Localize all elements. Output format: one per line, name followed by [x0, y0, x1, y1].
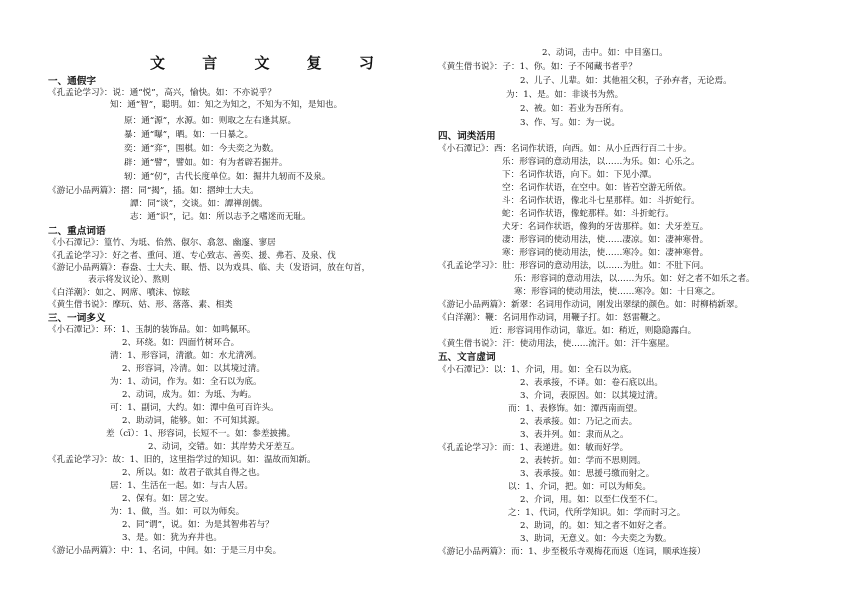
text-line: 《黄生借书说》：摩玩、姑、形、落落、素、相类 [48, 300, 233, 310]
text-line: 2、环绕。如：四面竹树环合。 [122, 338, 240, 348]
text-line: 《小石潭记》：环：1、玉制的装饰品。如：如鸣佩环。 [48, 325, 256, 335]
text-line: 以：1、介词，把。如：可以为师矣。 [508, 482, 651, 492]
text-line: 2、儿子、儿辈。如：其他祖父积，子孙弃者，无论焉。 [520, 76, 732, 86]
text-line: 近：形容词用作动词，靠近。如：稍近，则隐隐露白。 [490, 326, 697, 336]
text-line: 居：1、生活在一起。如：与古人居。 [110, 481, 253, 491]
text-line: 2、动词，击中。如：中目塞口。 [542, 48, 668, 58]
text-line: 《孔孟论学习》：好之者、重问、道、专心致志、善奕、援、弗若、及泉、伐 [48, 251, 336, 261]
text-line: 3、作、写。如：为一说。 [520, 118, 620, 128]
text-line: 寒：形容词的使动用法，使……寒冷。如：十日寒之。 [514, 287, 721, 297]
text-line: 2、同“谓”，说。如：为是其智弗若与？ [122, 520, 274, 530]
text-line: 《游记小品两篇》：新翠：名词用作动词，刚发出翠绿的颜色。如：时柳梢新翠。 [438, 300, 744, 310]
text-line: 《孔孟论学习》：肚：形容词的意动用法，以……为肚。如：不肚下问。 [438, 261, 709, 271]
text-line: 《黄生借书说》：子：1、你。如：子不闻藏书者乎？ [438, 62, 637, 72]
text-line: 而：1、表修饰。如：潭西南而望。 [508, 404, 643, 414]
text-line: 蛇：名词作状语，像蛇那样。如：斗折蛇行。 [502, 209, 674, 219]
text-line: 《白洋潮》：鞭：名词用作动词，用鞭子打。如：怒雷鞭之。 [438, 313, 666, 323]
text-line: 为：1、是。如：非谈书为然。 [506, 90, 624, 100]
text-line: 《小石潭记》：以：1、介词，用。如：全石以为底。 [438, 365, 637, 375]
text-line: 2、介词，用。如：以至仁伐至不仁。 [520, 495, 663, 505]
text-line: 乐：形容词的意动用法，以……为乐。如：好之者不如乐之者。 [514, 274, 755, 284]
text-line: 《孔孟论学习》：说：通“悦”，高兴，愉快。如：不亦说乎？ [48, 88, 276, 98]
text-line: 《小石潭记》：篁竹、为坻、佁然、俶尔、翕忽、幽邃、寥居 [48, 238, 276, 248]
text-line: 乐：形容词的意动用法，以……为乐。如：心乐之。 [502, 157, 700, 167]
text-line: 2、被。如：若业为吾所有。 [520, 104, 629, 114]
text-line: 《白洋潮》：如之、网席、噴沫、惊眩 [48, 288, 190, 298]
section-heading: 一、通假字 [48, 76, 96, 87]
text-line: 《游记小品两篇》：而：1、步至极乐寺观梅花而返（连词，顺承连接） [438, 547, 706, 557]
text-line: 2、助动词，能够。如：不可知其源。 [122, 416, 265, 426]
text-line: 奕：通“弈”，围棋。如：今夫奕之为数。 [124, 144, 279, 154]
text-line: 为：1、动词，作为。如：全石以为底。 [110, 377, 262, 387]
text-line: 2、表承接，不译。如：卷石底以出。 [520, 378, 663, 388]
text-line: 2、动词，成为。如：为坻、为屿。 [122, 390, 257, 400]
text-line: 为：1、做，当。如：可以为师矣。 [110, 507, 245, 517]
text-line: 譚：同“谈”，交谈。如：譚禅剖儒。 [130, 199, 268, 209]
text-line: 《小石潭记》：西：名词作状语，向西。如：从小丘西行百二十步。 [438, 144, 692, 154]
section-heading: 四、词类活用 [438, 131, 496, 142]
text-line: 2、表转折。如：学而不思则罔。 [520, 456, 646, 466]
text-line: 知：通“智”，聪明。如：知之为知之，不知为不知，是知也。 [110, 100, 343, 110]
text-line: 3、表并列。如：隶而从之。 [520, 430, 629, 440]
text-line: 轫：通“仞”，古代长度单位。如：掘井九轫而不及泉。 [124, 172, 331, 182]
text-line: 3、是。如：犹为弃井也。 [122, 533, 222, 543]
text-line: 清：1、形容词，清澈。如：水尤清冽。 [110, 351, 262, 361]
text-line: 空：名词作状语，在空中。如：皆若空游无所依。 [502, 183, 692, 193]
text-line: 斗：名词作状语，像北斗七星那样。如：斗折蛇行。 [502, 196, 700, 206]
text-line: 《孔孟论学习》：故：1、旧的，这里指学过的知识。如：温故而知新。 [48, 455, 316, 465]
text-line: 3、介词，表原因。如：以其境过清。 [520, 391, 663, 401]
text-line: 犬牙：名词作状语，像狗的牙齿那样。如：犬牙差互。 [502, 222, 709, 232]
text-line: 2、所以。如：故君子欲其自得之也。 [122, 468, 265, 478]
section-heading: 三、一词多义 [48, 313, 106, 324]
text-line: 3、助词，无意义。如：今夫奕之为数。 [520, 534, 672, 544]
text-line: 原：通“源”，水源。如：则取之左右逢其原。 [124, 116, 297, 126]
section-heading: 五、文言虚词 [438, 352, 496, 363]
text-line: 《孔孟论学习》：而：1、表递进。如：敏而好学。 [438, 443, 629, 453]
text-line: 凄：形容词的使动用法，使……凄凉。如：凄神寒骨。 [502, 235, 709, 245]
text-line: 2、形容词，冷清。如：以其境过清。 [122, 364, 265, 374]
text-line: 2、保有。如：居之安。 [122, 494, 214, 504]
text-line: 寒：形容词的使动用法，使……寒冷。如：凄神寒骨。 [502, 248, 709, 258]
text-line: 3、表承接。如：思援弓缴而射之。 [520, 469, 655, 479]
text-line: 《游记小品两篇》：中：1、名词，中间。如：于是三月中矣。 [48, 546, 282, 556]
text-line: 志：通“识”，记。如：所以志予之嗜迷而无耻。 [130, 212, 311, 222]
text-line: 《游记小品两篇》：春盎、士大夫、眠、悟、以为戏具、临、夫（发语词，放在句首， [48, 263, 371, 273]
text-line: 之：1、代词，代所学知识。如：学而时习之。 [508, 508, 686, 518]
text-line: 《游记小品两篇》：摺：同“揭”，插。如：摺绅士大夫。 [48, 186, 259, 196]
text-line: 辟：通“譬”，譬如。如：有为者辟若掘井。 [124, 158, 288, 168]
text-line: 可：1、副词，大约。如：潭中鱼可百许头。 [110, 403, 279, 413]
document-title: 文 言 文 复 习 [150, 54, 390, 72]
text-line: 2、表承接。如：乃记之而去。 [520, 417, 638, 427]
text-line: 暴：通“曝”，晒。如：一日暴之。 [124, 130, 254, 140]
text-line: 下：名词作状语，向下。如：下见小潭。 [502, 170, 657, 180]
text-line: 差（cī）：1、形容词，长短不一。如：参差披拂。 [106, 429, 296, 439]
text-line: 《黄生借书说》：汗：使动用法，使……流汗。如：汗牛塞屋。 [438, 339, 675, 349]
text-line: 2、动词，交错。如：其岸势犬牙差互。 [148, 442, 300, 452]
text-line: 2、助词，的。如：知之者不如好之者。 [520, 521, 672, 531]
text-line: 表示将发议论）、熬则 [88, 275, 170, 285]
section-heading: 二、重点词语 [48, 226, 106, 237]
